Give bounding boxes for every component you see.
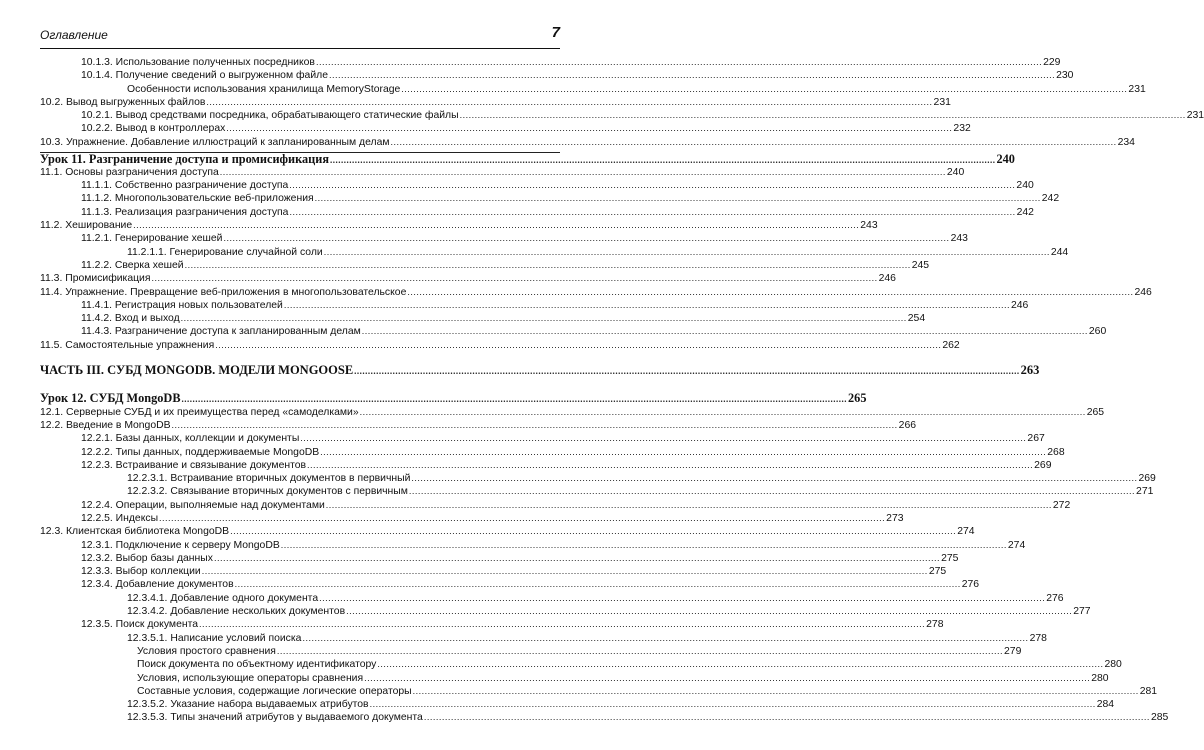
toc-entry-title: 11.2.1.1. Генерирование случайной соли <box>127 246 323 258</box>
toc-entry-page: 281 <box>1139 685 1158 697</box>
dot-leader <box>364 672 1090 685</box>
toc-entry-page: 269 <box>1138 473 1156 485</box>
toc-entry <box>40 592 1064 605</box>
dot-leader <box>181 312 907 325</box>
dot-leader <box>307 459 1033 472</box>
toc-lesson <box>40 391 867 406</box>
toc-entry <box>40 419 917 432</box>
dot-leader <box>401 83 1127 96</box>
toc-entry-page: 234 <box>1117 136 1135 148</box>
toc-entry-title: Поиск документа по объектному идентификатору <box>137 659 377 671</box>
toc-entry <box>40 698 1115 711</box>
toc-entry-title: 11.4.1. Регистрация новых пользователей <box>81 299 283 311</box>
dot-leader <box>277 645 1003 658</box>
toc-entry-page: 275 <box>941 552 959 564</box>
toc-entry <box>40 685 1158 698</box>
toc-entry-title: 12.3.4. Добавление документов <box>81 579 234 591</box>
toc-entry <box>40 711 1169 724</box>
dot-leader <box>159 512 885 525</box>
section-gap <box>40 377 560 389</box>
toc-entry-title: 12.2.3.1. Встраивание вторичных документов в первичный <box>127 473 411 485</box>
toc-entry <box>40 432 1045 445</box>
toc-entry <box>40 56 1061 69</box>
table-of-contents <box>40 56 1204 725</box>
toc-entry-page: 246 <box>878 273 896 285</box>
dot-leader <box>226 122 952 135</box>
toc-entry <box>40 618 944 631</box>
dot-leader <box>354 365 1020 378</box>
toc-entry-page: 269 <box>1034 459 1052 471</box>
toc-entry <box>40 312 926 325</box>
dot-leader <box>215 339 941 352</box>
toc-entry-title: 11.5. Самостоятельные упражнения <box>40 339 215 351</box>
toc-entry-page: 240 <box>996 151 1015 166</box>
toc-entry-title: 11.1.2. Многопользовательские веб-приложения <box>81 193 314 205</box>
toc-entry <box>40 645 1022 658</box>
toc-entry-title: 10.2. Вывод выгруженных файлов <box>40 96 206 108</box>
toc-entry-title: Условия простого сравнения <box>137 645 276 657</box>
toc-entry <box>40 578 980 591</box>
toc-entry-page: 262 <box>942 339 960 351</box>
toc-entry <box>40 459 1052 472</box>
toc-entry-title: 12.2.2. Типы данных, поддерживаемые MongoDB <box>81 446 320 458</box>
toc-entry-title: 12.3. Клиентская библиотека MongoDB <box>40 526 230 538</box>
toc-entry-title: ЧАСТЬ III. СУБД MONGODB. МОДЕЛИ MONGOOSE <box>40 363 354 378</box>
toc-entry-page: 284 <box>1096 699 1115 711</box>
toc-lesson <box>40 151 1015 166</box>
toc-entry <box>40 206 1034 219</box>
toc-entry-title: 12.2.5. Индексы <box>81 513 159 524</box>
toc-entry-page: 280 <box>1091 672 1109 684</box>
toc-entry <box>40 272 896 285</box>
dot-leader <box>316 56 1042 69</box>
toc-entry-page: 254 <box>907 313 926 325</box>
toc-entry <box>40 446 1065 459</box>
dot-leader <box>281 539 1007 552</box>
toc-entry <box>40 672 1109 685</box>
toc-entry-title: 11.3. Промисификация <box>40 273 151 285</box>
toc-entry-title: 11.4.2. Вход и выход <box>81 313 180 325</box>
page-header <box>40 20 560 49</box>
dot-leader <box>324 246 1050 259</box>
dot-leader <box>185 259 911 272</box>
toc-entry-page: 230 <box>1056 70 1074 82</box>
toc-entry-page: 276 <box>961 579 980 591</box>
toc-entry <box>40 485 1154 498</box>
toc-entry <box>40 325 1107 338</box>
toc-entry-title: 12.3.2. Выбор базы данных <box>81 552 213 564</box>
toc-entry-title: 12.3.5.3. Типы значений атрибутов у выдаваемого документа <box>127 712 423 724</box>
toc-entry-title: 12.2.1. Базы данных, коллекции и документы <box>81 433 300 445</box>
dot-leader <box>220 166 946 179</box>
toc-entry <box>40 109 1204 122</box>
toc-entry-page: 263 <box>1020 363 1040 378</box>
toc-entry-page: 273 <box>886 513 904 524</box>
toc-entry <box>40 512 904 525</box>
toc-entry <box>40 96 951 109</box>
toc-entry-page: 240 <box>1016 180 1034 192</box>
toc-entry-title: 11.1.3. Реализация разграничения доступа <box>81 206 289 218</box>
toc-entry-page: 242 <box>1041 193 1060 205</box>
toc-entry-title: 12.3.5.1. Написание условий поиска <box>127 632 302 644</box>
dot-leader <box>289 179 1015 192</box>
toc-entry-page: 242 <box>1016 206 1034 218</box>
dot-leader <box>391 136 1117 149</box>
toc-entry-page: 275 <box>928 566 947 578</box>
toc-entry-page: 285 <box>1150 712 1169 724</box>
running-title: Оглавление <box>40 28 108 42</box>
toc-entry <box>40 219 878 232</box>
toc-entry-title: 12.2.3.2. Связывание вторичных документов с первичным <box>127 486 408 498</box>
dot-leader <box>407 286 1133 299</box>
toc-entry-page: 243 <box>860 220 878 232</box>
toc-entry-page: 231 <box>1186 110 1204 122</box>
toc-entry-page: 279 <box>1004 645 1022 657</box>
toc-entry-title: Особенности использования хранилища MemoryStorage <box>127 83 401 95</box>
toc-entry-page: 229 <box>1043 57 1061 68</box>
toc-entry-title: 12.3.4.1. Добавление одного документа <box>127 592 319 604</box>
toc-entry-page: 245 <box>911 259 930 271</box>
dot-leader <box>214 552 940 565</box>
toc-entry-title: 12.2.3. Встраивание и связывание документов <box>81 459 307 471</box>
toc-entry-title: 11.2.1. Генерирование хешей <box>81 233 223 245</box>
toc-entry-title: 10.2.1. Вывод средствами посредника, обрабатывающего статические файлы <box>81 110 459 122</box>
toc-entry-page: 231 <box>933 96 951 108</box>
toc-entry <box>40 179 1034 192</box>
toc-entry-title: 11.2. Хеширование <box>40 220 133 232</box>
toc-entry-page: 265 <box>848 391 867 406</box>
toc-entry <box>40 136 1135 149</box>
toc-entry-title: 10.1.4. Получение сведений о выгруженном файле <box>81 70 328 82</box>
dot-leader <box>329 69 1055 82</box>
dot-leader <box>300 432 1026 445</box>
toc-entry <box>40 565 947 578</box>
toc-entry <box>40 499 1071 512</box>
toc-entry-title: 12.3.3. Выбор коллекции <box>81 566 201 578</box>
toc-entry <box>40 122 971 135</box>
toc-entry <box>40 259 930 272</box>
toc-entry <box>40 525 975 538</box>
toc-entry-title: 11.4. Упражнение. Превращение веб-приложения в многопользовательское <box>40 286 407 298</box>
toc-entry <box>40 192 1060 205</box>
toc-entry-page: 267 <box>1027 433 1045 445</box>
toc-entry-title: 12.2. Введение в MongoDB <box>40 419 171 431</box>
toc-entry <box>40 232 968 245</box>
dot-leader <box>360 406 1086 419</box>
toc-entry-title: 11.2.2. Сверка хешей <box>81 259 184 271</box>
toc-entry-title: 10.2.2. Вывод в контроллерах <box>81 123 226 135</box>
dot-leader <box>302 632 1028 645</box>
toc-entry <box>40 658 1122 671</box>
toc-entry-title: 12.3.5. Поиск документа <box>81 619 199 631</box>
toc-entry <box>40 83 1146 96</box>
toc-entry-title: 10.3. Упражнение. Добавление иллюстраций к запланированным делам <box>40 136 390 148</box>
toc-entry-title: 11.1. Основы разграничения доступа <box>40 166 219 178</box>
toc-entry-page: 271 <box>1136 486 1154 498</box>
toc-entry <box>40 246 1069 259</box>
toc-entry-title: 12.1. Серверные СУБД и их преимущества перед «самоделками» <box>40 406 359 418</box>
dot-leader <box>377 658 1103 671</box>
toc-entry <box>40 472 1156 485</box>
dot-leader <box>133 219 859 232</box>
toc-entry <box>40 69 1074 82</box>
dot-leader <box>330 154 996 167</box>
toc-entry-page: 274 <box>957 526 975 538</box>
toc-entry-page: 272 <box>1052 499 1071 511</box>
toc-entry-page: 246 <box>1134 286 1152 298</box>
dot-leader <box>346 605 1072 618</box>
toc-entry <box>40 339 960 352</box>
dot-leader <box>284 299 1010 312</box>
toc-entry-page: 268 <box>1047 446 1065 458</box>
toc-entry-page: 276 <box>1046 592 1064 604</box>
toc-entry-title: Условия, использующие операторы сравнения <box>137 672 364 684</box>
dot-leader <box>152 272 878 285</box>
toc-entry <box>40 632 1047 645</box>
toc-entry-title: 10.1.3. Использование полученных посредников <box>81 57 315 68</box>
dot-leader <box>413 685 1139 698</box>
toc-entry-page: 260 <box>1088 326 1107 338</box>
toc-entry-page: 240 <box>946 166 965 178</box>
dot-leader <box>172 419 898 432</box>
toc-entry-page: 278 <box>926 619 944 631</box>
dot-leader <box>289 206 1015 219</box>
toc-entry-title: 12.3.1. Подключение к серверу MongoDB <box>81 539 280 551</box>
toc-entry-title: 12.3.4.2. Добавление нескольких документов <box>127 606 346 618</box>
toc-entry <box>40 552 959 565</box>
dot-leader <box>320 446 1046 459</box>
toc-entry-title: 11.1.1. Собственно разграничение доступа <box>81 180 289 192</box>
dot-leader <box>319 592 1045 605</box>
dot-leader <box>326 499 1052 512</box>
toc-entry-title: Составные условия, содержащие логические операторы <box>137 685 412 697</box>
toc-entry-title: 11.4.3. Разграничение доступа к запланированным делам <box>81 326 361 338</box>
toc-entry <box>40 406 1105 419</box>
toc-entry-page: 277 <box>1073 606 1091 618</box>
dot-leader <box>223 232 949 245</box>
toc-entry-page: 244 <box>1050 246 1069 258</box>
toc-entry-title: 12.3.5.2. Указание набора выдаваемых атрибутов <box>127 699 369 711</box>
toc-part <box>40 363 1040 378</box>
dot-leader <box>460 109 1186 122</box>
toc-entry-page: 280 <box>1104 659 1122 671</box>
toc-entry-title: Урок 11. Разграничение доступа и промисификация <box>40 151 329 166</box>
dot-leader <box>206 96 932 109</box>
toc-entry-page: 265 <box>1086 406 1105 418</box>
toc-entry <box>40 286 1152 299</box>
toc-entry-page: 266 <box>898 419 917 431</box>
toc-entry-page: 231 <box>1128 83 1146 95</box>
dot-leader <box>235 578 961 591</box>
dot-leader <box>230 525 956 538</box>
toc-entry <box>40 539 1026 552</box>
dot-leader <box>424 711 1150 724</box>
page-number: 7 <box>551 24 560 41</box>
dot-leader <box>182 393 848 406</box>
dot-leader <box>370 698 1096 711</box>
toc-entry <box>40 299 1029 312</box>
toc-entry <box>40 605 1091 618</box>
toc-entry-page: 274 <box>1007 539 1026 551</box>
dot-leader <box>409 485 1135 498</box>
dot-leader <box>202 565 928 578</box>
dot-leader <box>199 618 925 631</box>
dot-leader <box>411 472 1137 485</box>
toc-entry-page: 232 <box>953 123 971 135</box>
dot-leader <box>362 325 1088 338</box>
toc-entry <box>40 166 965 179</box>
toc-entry-title: Урок 12. СУБД MongoDB <box>40 391 181 406</box>
toc-entry-page: 278 <box>1029 632 1047 644</box>
toc-entry-page: 246 <box>1010 299 1029 311</box>
toc-entry-page: 243 <box>950 233 968 245</box>
dot-leader <box>315 192 1041 205</box>
toc-entry-title: 12.2.4. Операции, выполняемые над документами <box>81 499 325 511</box>
